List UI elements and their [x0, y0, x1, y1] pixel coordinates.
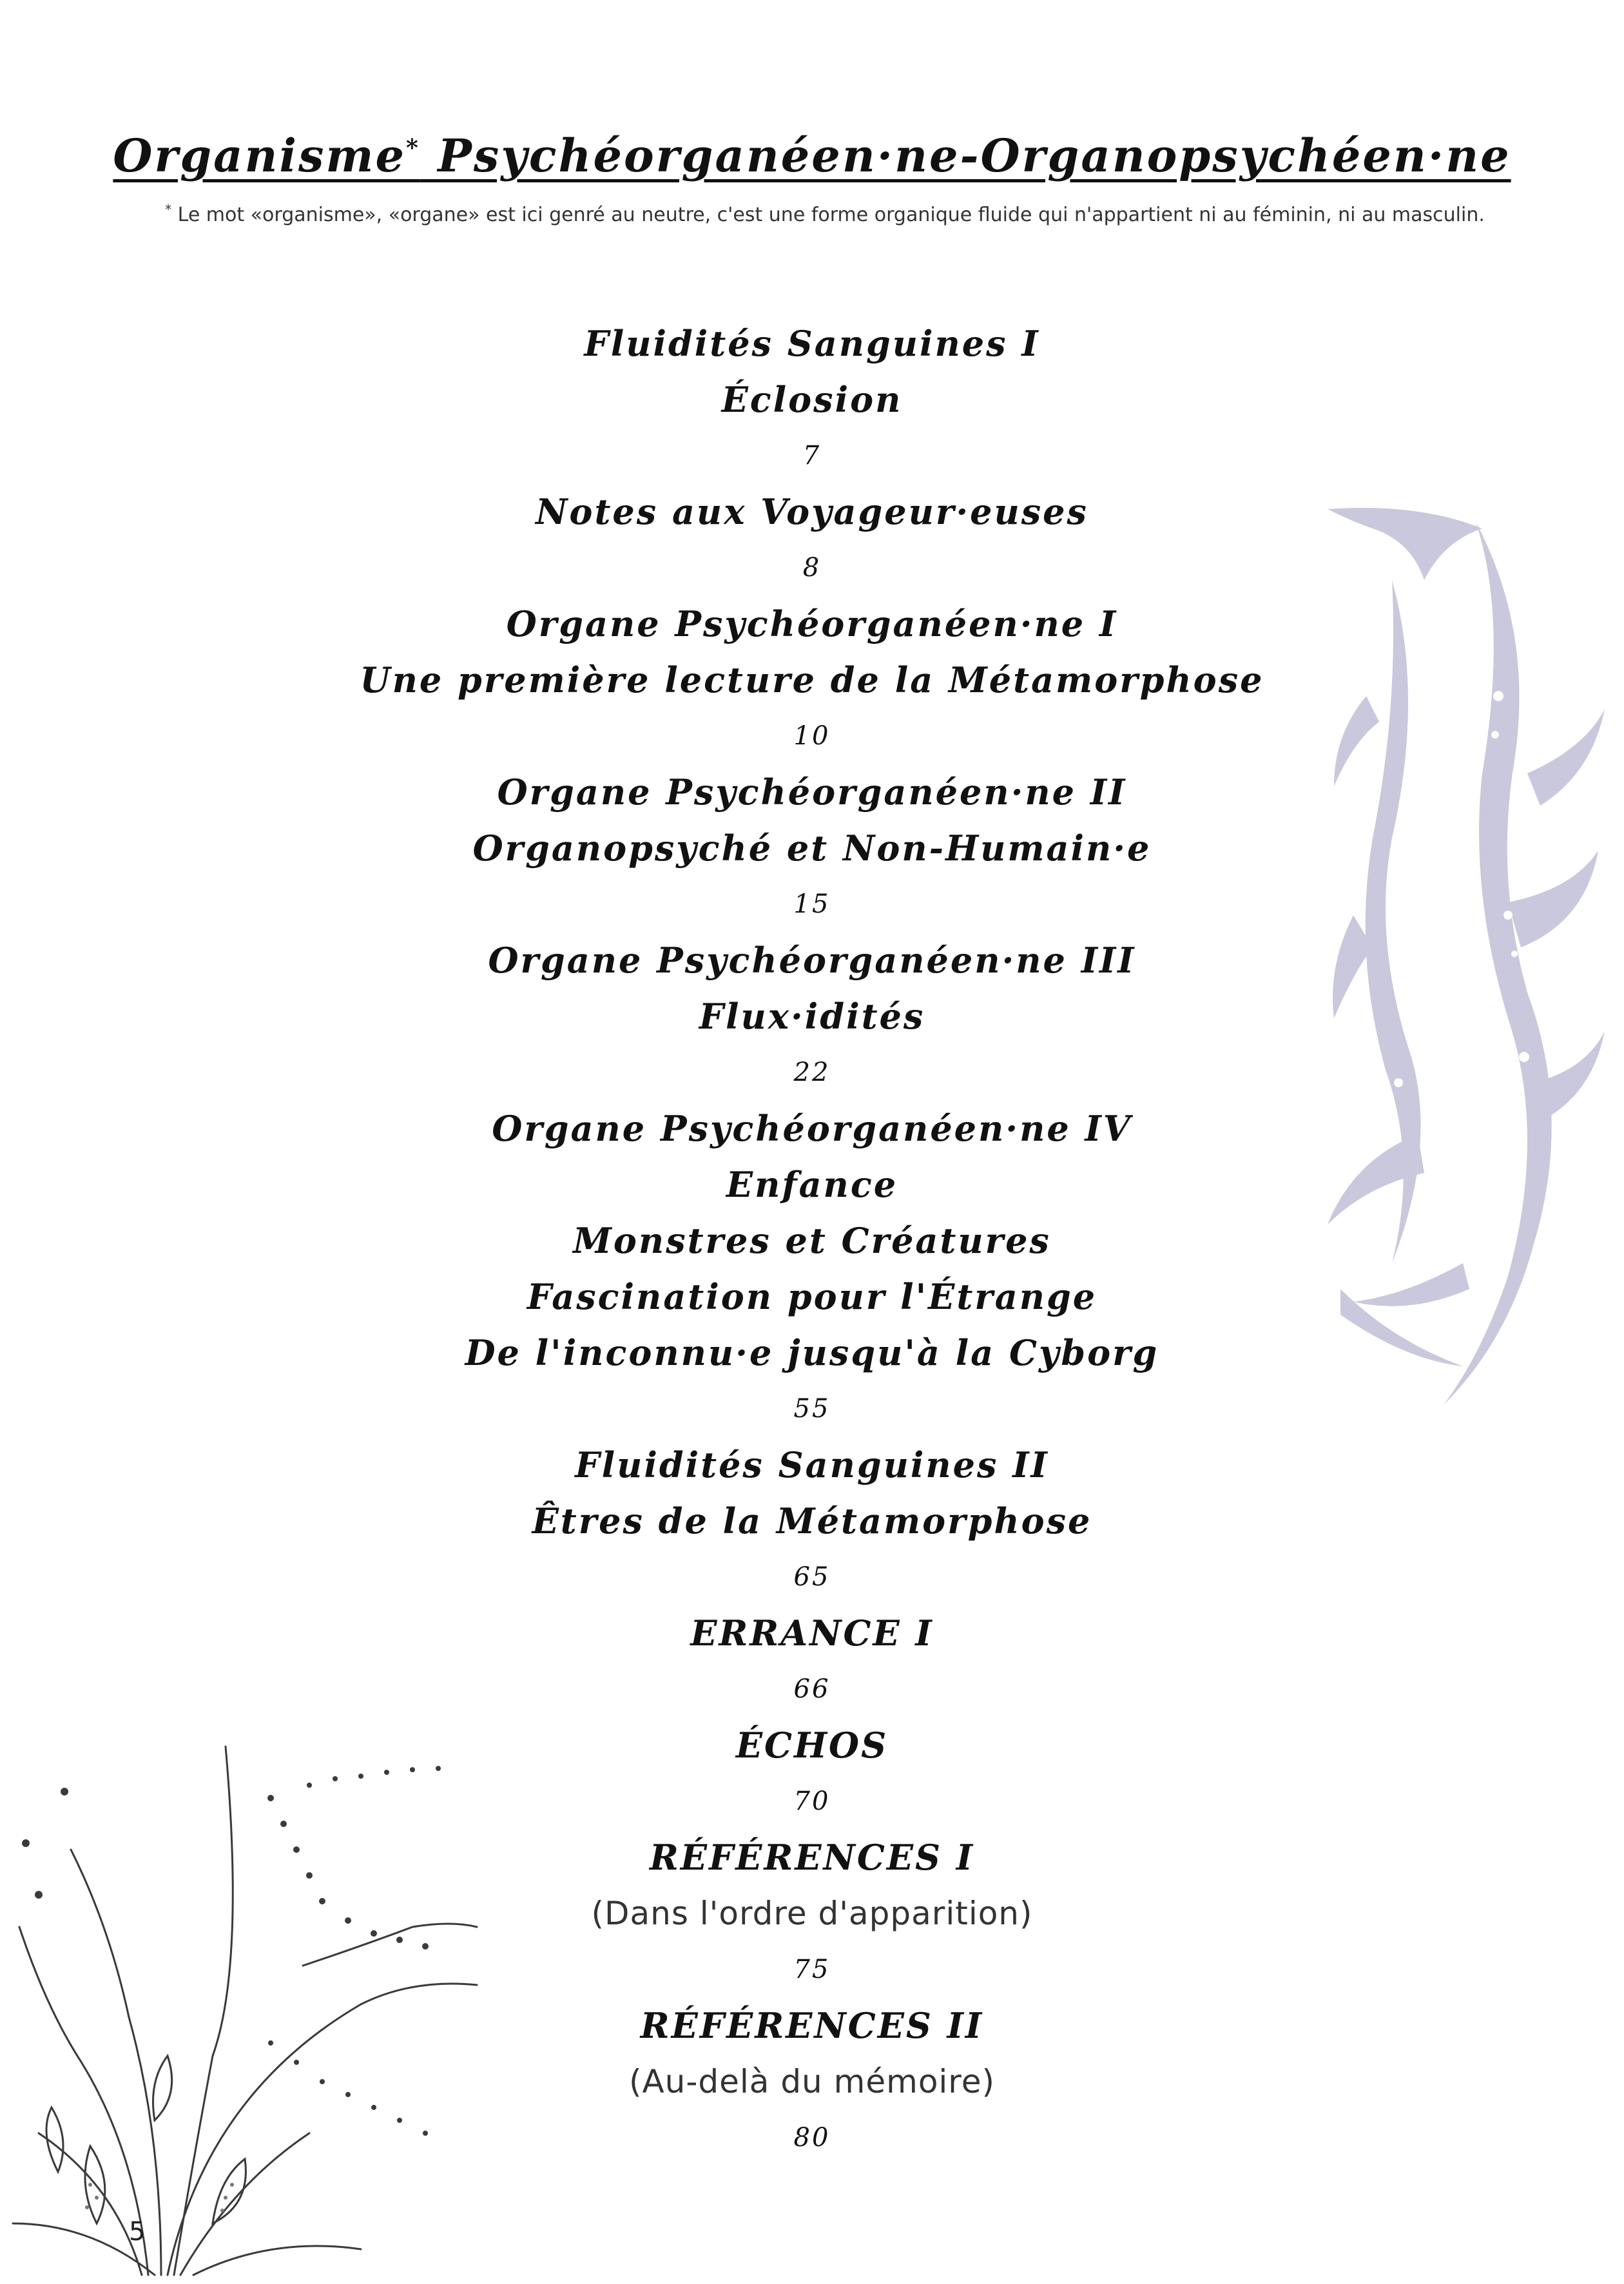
toc-page-number: 10: [793, 721, 831, 751]
toc-heading: RÉFÉRENCES I: [649, 1837, 975, 1878]
toc-heading: Organe Psychéorganéen·ne II: [497, 771, 1127, 813]
toc-heading: Enfance: [726, 1164, 898, 1205]
toc-page-number: 55: [793, 1394, 831, 1424]
toc-page-number: 80: [793, 2123, 831, 2153]
toc-heading: Organopsyché et Non-Humain·e: [472, 827, 1152, 869]
page-title: [0, 129, 1624, 182]
lavender-thorn-ornament-icon: [1315, 503, 1611, 1418]
toc-heading: De l'inconnu·e jusqu'à la Cyborg: [465, 1332, 1159, 1373]
toc-page-number: 15: [793, 889, 831, 919]
title-main: Organisme: [113, 129, 407, 182]
toc-subnote: (Dans l'ordre d'apparition): [591, 1895, 1033, 1932]
footnote-marker: *: [165, 202, 172, 217]
title-footnote-marker: *: [406, 134, 420, 162]
toc-heading: Flux·idités: [699, 996, 925, 1037]
toc-heading: Fluidités Sanguines I: [584, 323, 1040, 364]
page-number-folio: 5: [129, 2217, 146, 2247]
toc-heading: Fluidités Sanguines II: [575, 1444, 1049, 1486]
toc-page-number: 22: [793, 1058, 831, 1087]
toc-heading: Fascination pour l'Étrange: [527, 1276, 1097, 1317]
toc-heading: ERRANCE I: [690, 1612, 934, 1654]
toc-heading: ÉCHOS: [735, 1725, 889, 1766]
toc-heading: Notes aux Voyageur·euses: [536, 491, 1088, 532]
title-rest: Psychéorganéen·ne-Organopsychéen·ne: [420, 129, 1511, 182]
toc-page-number: 75: [793, 1955, 831, 1984]
footnote-text: Le mot «organisme», «organe» est ici genré au neutre, c'est une forme organique fluide qui n'appartient ni au féminin, ni au masculin.: [171, 204, 1485, 226]
toc-heading: RÉFÉRENCES II: [640, 2005, 984, 2046]
toc-heading: Êtres de la Métamorphose: [532, 1500, 1092, 1542]
toc-heading: Monstres et Créatures: [573, 1220, 1051, 1261]
toc-heading: Organe Psychéorganéen·ne III: [488, 940, 1136, 981]
toc-page-number: 70: [793, 1786, 831, 1816]
toc-heading: Organe Psychéorganéen·ne IV: [492, 1108, 1132, 1149]
toc-page-number: 7: [802, 441, 822, 470]
toc-heading: Organe Psychéorganéen·ne I: [506, 603, 1118, 644]
toc-heading: Éclosion: [721, 379, 903, 420]
toc-page-number: 66: [793, 1674, 831, 1704]
ink-plant-sketch-icon: [0, 1734, 490, 2284]
title-footnote: [155, 195, 1495, 230]
toc-heading: Une première lecture de la Métamorphose: [360, 659, 1264, 701]
toc-page-number: 65: [793, 1562, 831, 1592]
toc-subnote: (Au-delà du mémoire): [628, 2063, 996, 2100]
toc-page-number: 8: [802, 553, 822, 583]
